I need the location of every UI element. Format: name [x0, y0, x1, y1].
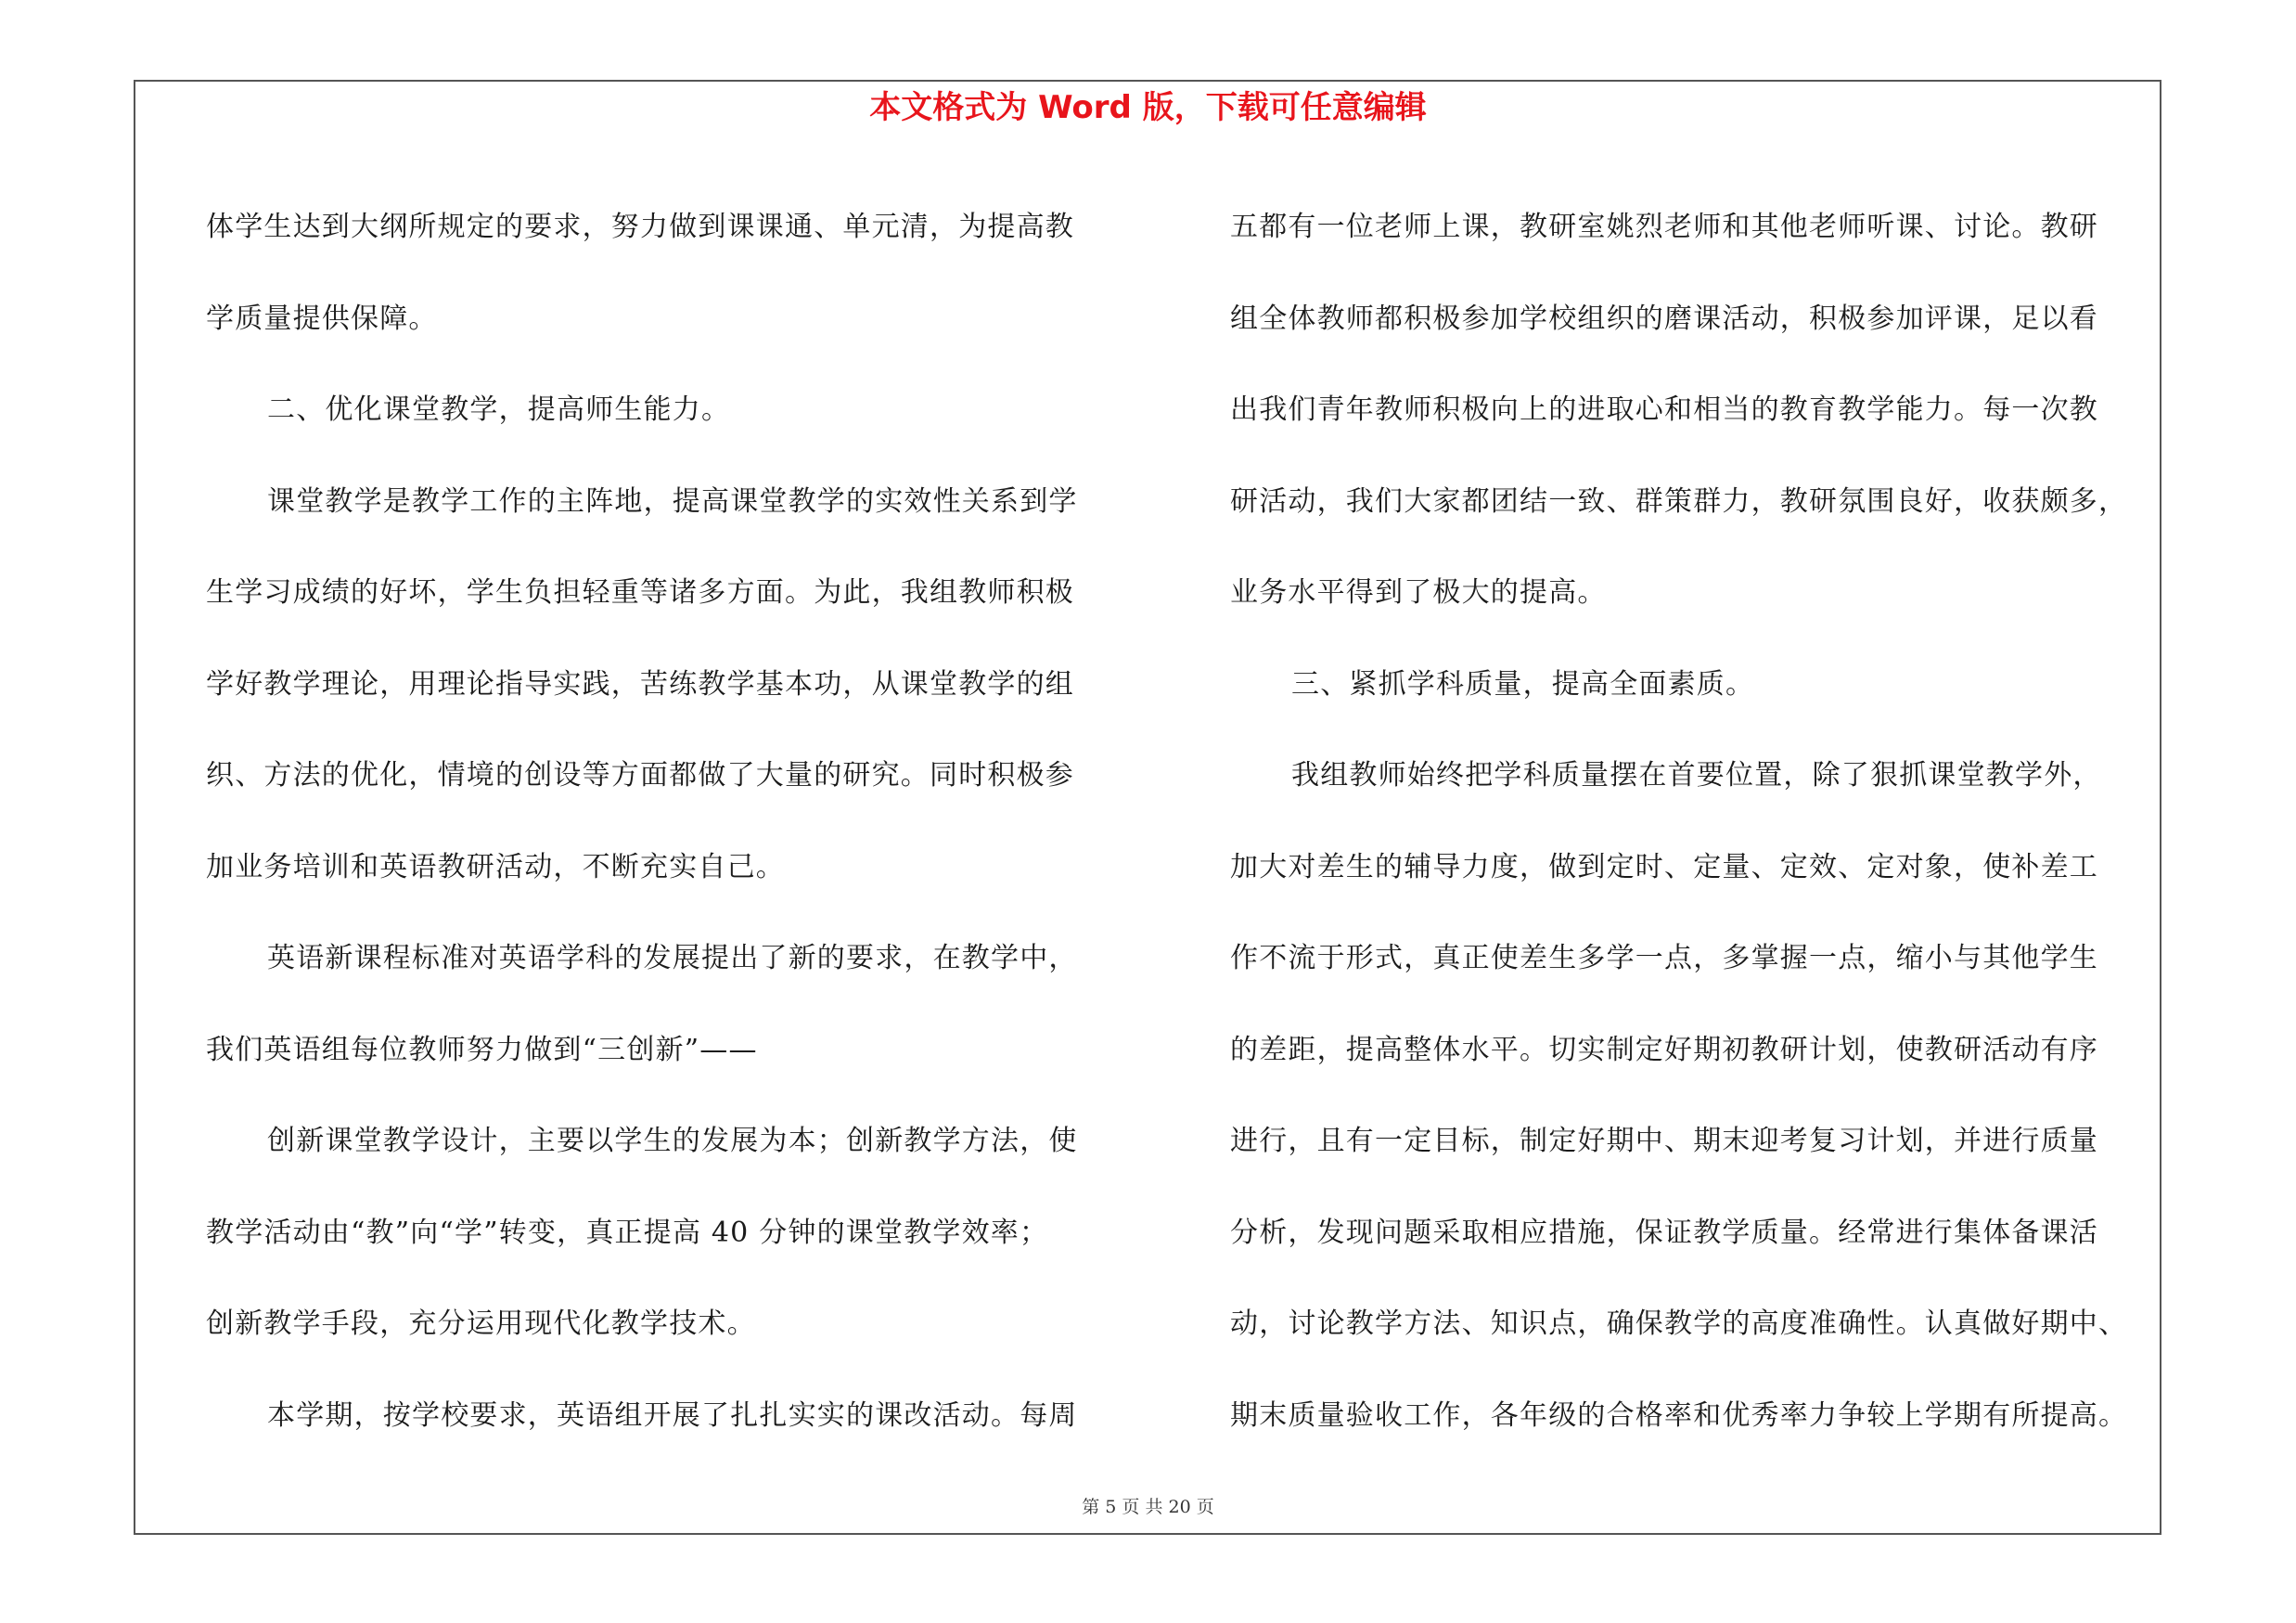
text-line: 三、紧抓学科质量，提高全面素质。 [1291, 667, 1755, 701]
text-line: 五都有一位老师上课，教研室姚烈老师和其他老师听课、讨论。教研 [1230, 211, 2098, 243]
text-line: 英语新课程标准对英语学科的发展提出了新的要求，在教学中， [267, 942, 1078, 974]
text-line: 生学习成绩的好坏，学生负担轻重等诸多方面。为此，我组教师积极 [206, 576, 1074, 609]
text-line: 作不流于形式，真正使差生多学一点，多掌握一点，缩小与其他学生 [1230, 942, 2098, 974]
text-line: 出我们青年教师积极向上的进取心和相当的教育教学能力。每一次教 [1230, 393, 2098, 426]
text-line: 期末质量验收工作，各年级的合格率和优秀率力争较上学期有所提高。 [1230, 1398, 2128, 1432]
text-line: 织、方法的优化，情境的创设等方面都做了大量的研究。同时积极参 [206, 759, 1074, 792]
text-line: 组全体教师都积极参加学校组织的磨课活动，积极参加评课，足以看 [1230, 302, 2098, 335]
text-line: 本学期，按学校要求，英语组开展了扎扎实实的课改活动。每周 [267, 1398, 1078, 1432]
text-line: 课堂教学是教学工作的主阵地，提高课堂教学的实效性关系到学 [267, 484, 1078, 518]
text-line: 加业务培训和英语教研活动，不断充实自己。 [206, 850, 785, 883]
text-line: 教学活动由“教”向“学”转变，真正提高 40 分钟的课堂教学效率； [206, 1216, 1049, 1249]
page-number-footer: 第 5 页 共 20 页 [1082, 1497, 1214, 1517]
text-line: 学质量提供保障。 [206, 302, 438, 335]
left-text-column [206, 182, 1134, 1462]
text-line: 研活动，我们大家都团结一致、群策群力，教研氛围良好，收获颇多， [1230, 484, 2128, 518]
text-line: 创新教学手段，充分运用现代化教学技术。 [206, 1307, 756, 1340]
text-line: 业务水平得到了极大的提高。 [1230, 576, 1607, 609]
text-line: 体学生达到大纲所规定的要求，努力做到课课通、单元清，为提高教 [206, 211, 1074, 243]
text-line: 分析，发现问题采取相应措施，保证教学质量。经常进行集体备课活 [1230, 1216, 2098, 1249]
text-line: 进行，且有一定目标，制定好期中、期末迎考复习计划，并进行质量 [1230, 1125, 2098, 1157]
text-line: 我组教师始终把学科质量摆在首要位置，除了狠抓课堂教学外， [1291, 759, 2102, 792]
text-line: 的差距，提高整体水平。切实制定好期初教研计划，使教研活动有序 [1230, 1033, 2098, 1066]
text-line: 我们英语组每位教师努力做到“三创新”—— [206, 1033, 758, 1066]
text-line: 创新课堂教学设计，主要以学生的发展为本；创新教学方法，使 [267, 1125, 1078, 1157]
header-banner: 本文格式为 Word 版，下载可任意编辑 [869, 89, 1427, 126]
text-line: 二、优化课堂教学，提高师生能力。 [267, 393, 731, 426]
text-line: 加大对差生的辅导力度，做到定时、定量、定效、定对象，使补差工 [1230, 850, 2098, 883]
right-text-column [1230, 182, 2176, 1462]
text-line: 学好教学理论，用理论指导实践，苦练教学基本功，从课堂教学的组 [206, 667, 1074, 701]
text-line: 动，讨论教学方法、知识点，确保教学的高度准确性。认真做好期中、 [1230, 1307, 2128, 1340]
